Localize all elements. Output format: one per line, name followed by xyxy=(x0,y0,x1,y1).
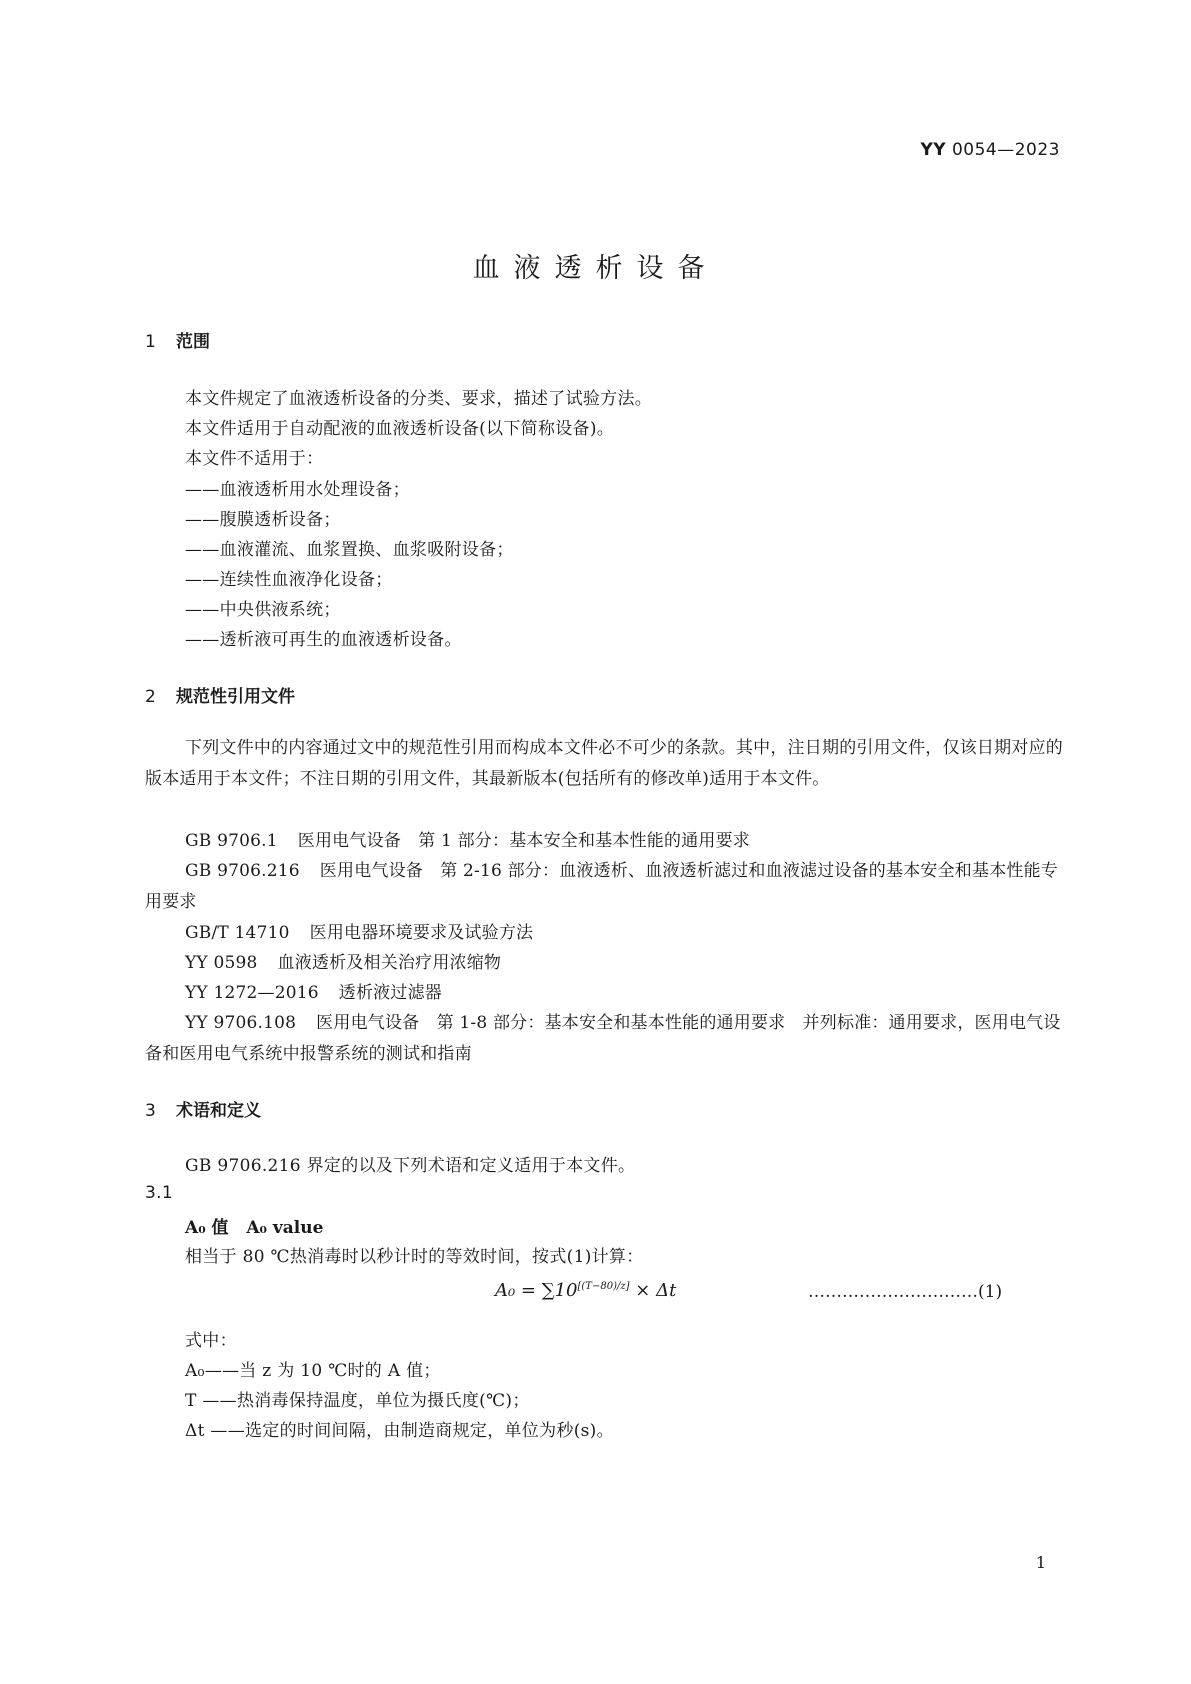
where-item: T ——热消毒保持温度，单位为摄氏度(℃)； xyxy=(185,1391,530,1411)
section-number: 2 xyxy=(145,687,156,707)
reference-item xyxy=(145,918,1063,949)
reference-title: 医用电气设备 第 1-8 部分：基本安全和基本性能的通用要求 并列标准：通用要求，医用电气设备和医用电气系统中报警系统的测试和指南 xyxy=(145,1013,1061,1064)
formula-exponent: [(T−80)/z] xyxy=(577,1281,630,1292)
scope-line: 本文件不适用于： xyxy=(185,449,324,469)
formula-lhs: A₀ = ∑10 xyxy=(495,1280,578,1301)
reference-title: 血液透析及相关治疗用浓缩物 xyxy=(277,953,502,973)
reference-item xyxy=(145,856,1063,918)
where-item: Δt ——选定的时间间隔，由制造商规定，单位为秒(s)。 xyxy=(185,1421,614,1441)
scope-line: 本文件适用于自动配液的血液透析设备(以下简称设备)。 xyxy=(185,419,615,439)
reference-title: 医用电气设备 第 1 部分：基本安全和基本性能的通用要求 xyxy=(297,831,750,851)
reference-item xyxy=(145,948,1063,979)
term-heading xyxy=(185,1213,323,1238)
terms-intro: GB 9706.216 界定的以及下列术语和定义适用于本文件。 xyxy=(185,1156,636,1176)
scope-exclusion-item: ——连续性血液净化设备； xyxy=(185,570,393,590)
reference-title: 医用电器环境要求及试验方法 xyxy=(309,923,534,943)
clause-number: 3.1 xyxy=(145,1183,173,1203)
document-title: 血液透析设备 xyxy=(472,253,719,284)
term-en: A₀ value xyxy=(246,1218,324,1238)
formula-a0 xyxy=(495,1280,676,1301)
formula-rhs: × Δt xyxy=(635,1280,677,1301)
section-2-heading xyxy=(145,682,295,707)
formula-number: …………………………(1) xyxy=(808,1282,1003,1302)
reference-code: GB 9706.216 xyxy=(185,861,300,881)
reference-item xyxy=(145,1008,1063,1070)
section-title: 术语和定义 xyxy=(176,1101,261,1121)
term-definition: 相当于 80 ℃热消毒时以秒计时的等效时间，按式(1)计算： xyxy=(185,1247,644,1267)
reference-title: 透析液过滤器 xyxy=(338,983,442,1003)
reference-title: 医用电气设备 第 2-16 部分：血液透析、血液透析滤过和血液滤过设备的基本安全和基本性能专用要求 xyxy=(145,861,1058,912)
normative-intro: 下列文件中的内容通过文中的规范性引用而构成本文件必不可少的条款。其中，注日期的引用文件，仅该日期对应的版本适用于本文件；不注日期的引用文件，其最新版本(包括所有的修改单)适用于本文件。 xyxy=(145,738,1063,789)
section-3-heading xyxy=(145,1096,261,1121)
page-number: 1 xyxy=(1035,1553,1046,1572)
scope-exclusion-item: ——腹膜透析设备； xyxy=(185,510,341,530)
reference-item xyxy=(145,978,1063,1009)
reference-code: YY 9706.108 xyxy=(185,1013,297,1033)
reference-code: YY 0598 xyxy=(185,953,258,973)
section-number: 3 xyxy=(145,1101,156,1121)
section-title: 规范性引用文件 xyxy=(176,687,295,707)
scope-line: 本文件规定了血液透析设备的分类、要求，描述了试验方法。 xyxy=(185,389,653,409)
section-1-heading xyxy=(145,327,210,352)
reference-item xyxy=(145,826,1063,857)
reference-code: GB 9706.1 xyxy=(185,831,278,851)
standard-code-number: 0054—2023 xyxy=(951,140,1060,160)
reference-code: YY 1272—2016 xyxy=(185,983,319,1003)
scope-exclusion-item: ——中央供液系统； xyxy=(185,600,341,620)
section-title: 范围 xyxy=(176,332,210,352)
section-number: 1 xyxy=(145,332,156,352)
where-item: A₀——当 z 为 10 ℃时的 A 值； xyxy=(185,1361,441,1381)
reference-code: GB/T 14710 xyxy=(185,923,290,943)
standard-code xyxy=(920,140,1060,160)
scope-exclusion-item: ——血液透析用水处理设备； xyxy=(185,480,410,500)
scope-exclusion-item: ——透析液可再生的血液透析设备。 xyxy=(185,630,462,650)
where-label: 式中： xyxy=(185,1331,237,1351)
scope-exclusion-item: ——血液灌流、血浆置换、血浆吸附设备； xyxy=(185,540,514,560)
standard-code-prefix: YY xyxy=(920,140,947,160)
term-zh: A₀ 值 xyxy=(185,1218,229,1238)
